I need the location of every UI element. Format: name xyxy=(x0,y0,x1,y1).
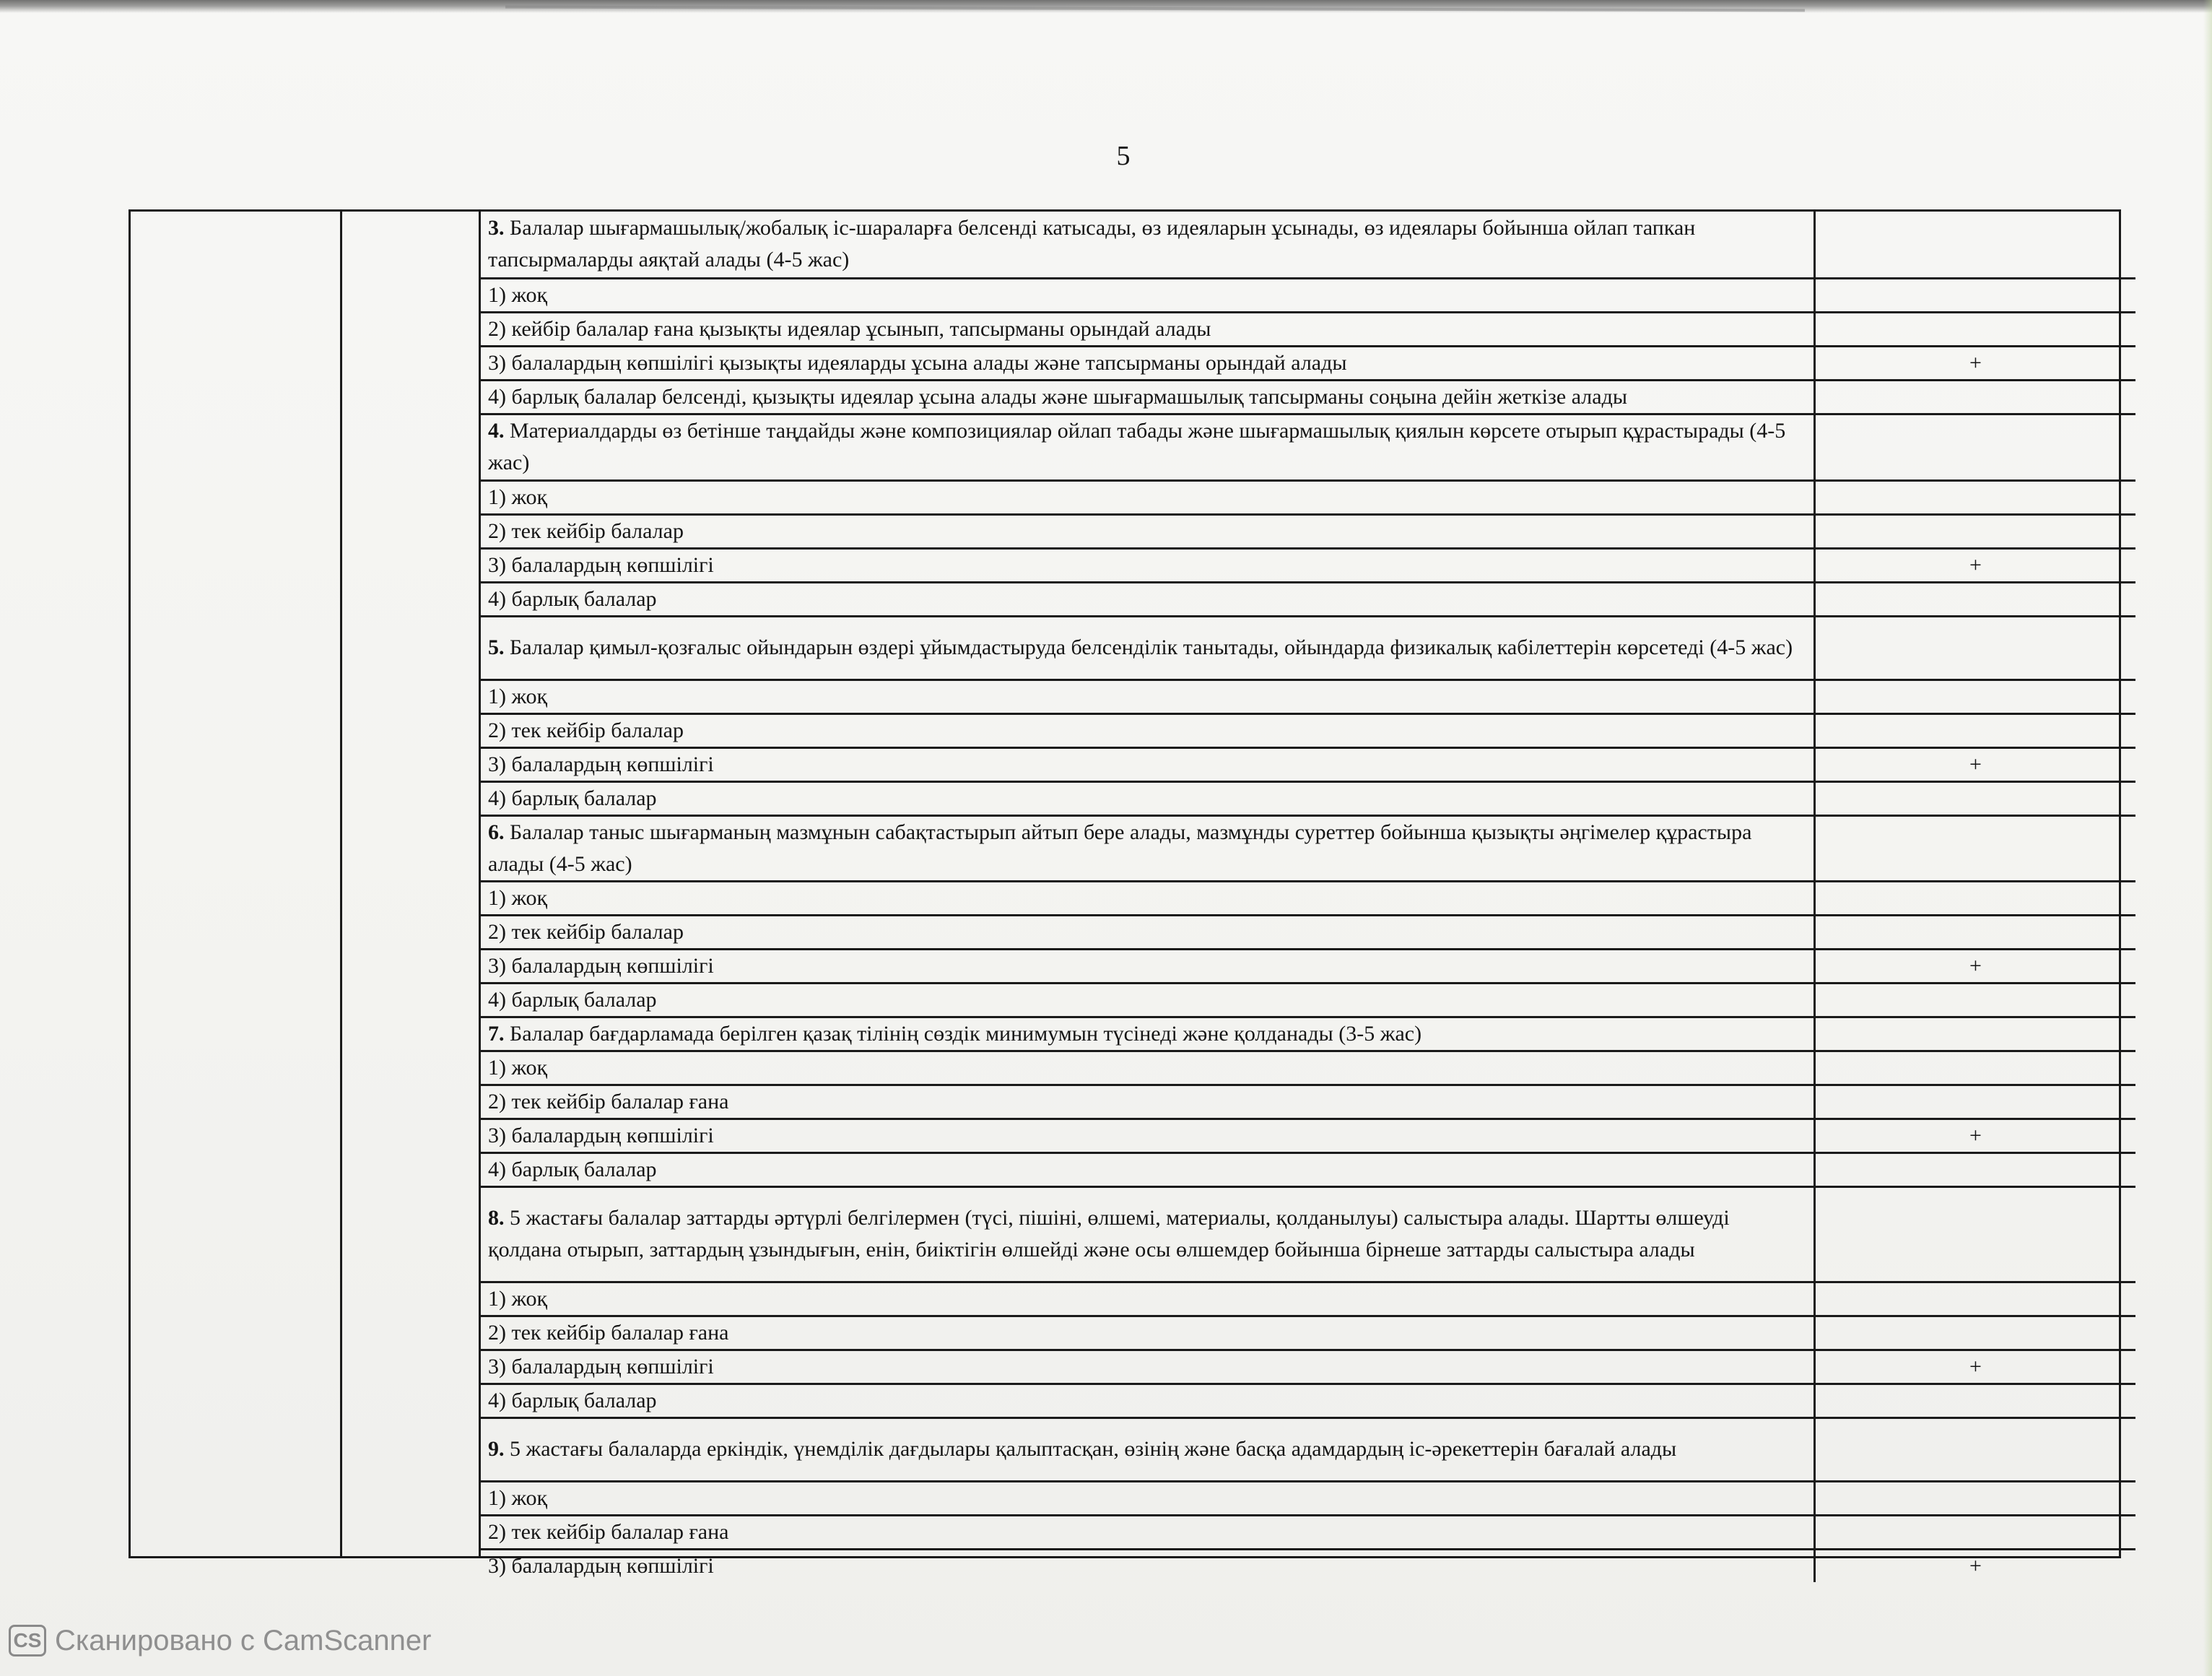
mark-cell xyxy=(1815,1384,2136,1417)
option-text: 4) барлық балалар xyxy=(488,987,657,1012)
option-text-cell xyxy=(481,1515,1815,1549)
question-number: 3. xyxy=(488,216,505,240)
option-text: 4) барлық балалар xyxy=(488,1157,657,1181)
option-text-cell xyxy=(481,1350,1815,1384)
mark-cell xyxy=(1815,212,2136,278)
mark-cell xyxy=(1815,1085,2136,1119)
option-text-cell xyxy=(481,1481,1815,1515)
criteria-table xyxy=(481,212,2135,1582)
option-text: 2) тек кейбір балалар ғана xyxy=(488,1320,729,1345)
question-row xyxy=(481,1417,2135,1481)
option-row xyxy=(481,1515,2135,1549)
option-text: 4) барлық балалар xyxy=(488,1388,657,1412)
question-text-cell xyxy=(481,414,1815,480)
option-text-cell xyxy=(481,480,1815,514)
criteria-column xyxy=(479,212,2119,1578)
option-text: 4) барлық балалар xyxy=(488,586,657,611)
option-text-cell xyxy=(481,346,1815,380)
mark-cell xyxy=(1815,1017,2136,1051)
question-text-cell xyxy=(481,1017,1815,1051)
option-text-cell xyxy=(481,747,1815,781)
option-row xyxy=(481,679,2135,713)
option-text: 3) балалардың көпшілігі xyxy=(488,953,714,978)
option-text: 2) кейбір балалар ғана қызықты идеялар ұсынып, тапсырманы орындай алады xyxy=(488,316,1211,341)
mark-cell: + xyxy=(1815,1119,2136,1152)
mark-cell xyxy=(1815,713,2136,747)
question-number: 5. xyxy=(488,635,505,659)
option-text-cell xyxy=(481,781,1815,815)
option-text-cell xyxy=(481,1119,1815,1152)
question-text: Балалар шығармашылық/жобалық іс-шараларға белсенді катысады, өз идеяларын ұсынады, өз идеялары бойынша ойлап тапкан тапсырмаларды аяқтай алады (4-5 жас) xyxy=(488,216,1696,272)
option-row xyxy=(481,1316,2135,1350)
option-row xyxy=(481,582,2135,616)
question-text: 5 жастағы балаларда еркіндік, үнемділік дағдылары қалыптасқан, өзінің және басқа адамдардың іс-әрекеттерін бағалай алады xyxy=(504,1437,1677,1461)
option-text-cell xyxy=(481,514,1815,548)
option-row xyxy=(481,1384,2135,1417)
option-row xyxy=(481,1282,2135,1316)
mark-cell xyxy=(1815,480,2136,514)
scan-right-edge xyxy=(2203,0,2212,1676)
option-text: 3) балалардың көпшілігі xyxy=(488,1553,714,1578)
option-text-cell xyxy=(481,1051,1815,1085)
option-text: 1) жоқ xyxy=(488,282,548,307)
mark-cell: + xyxy=(1815,1350,2136,1384)
camscanner-watermark: Сканировано с CamScanner xyxy=(55,1625,432,1657)
option-row xyxy=(481,915,2135,949)
question-row xyxy=(481,212,2135,278)
question-number: 6. xyxy=(488,820,505,844)
mark-cell xyxy=(1815,1282,2136,1316)
mark-cell xyxy=(1815,1316,2136,1350)
option-text: 3) балалардың көпшілігі xyxy=(488,752,714,776)
mark-cell: + xyxy=(1815,747,2136,781)
table-column-divider xyxy=(340,212,342,1556)
option-text-cell xyxy=(481,713,1815,747)
option-text: 1) жоқ xyxy=(488,1286,548,1311)
option-row xyxy=(481,949,2135,983)
option-text-cell xyxy=(481,915,1815,949)
option-text: 1) жоқ xyxy=(488,1485,548,1510)
question-text-cell xyxy=(481,1186,1815,1282)
question-text: Балалар бағдарламада берілген қазақ тілінің сөздік минимумын түсінеді және қолданады (3-5 жас) xyxy=(504,1021,1422,1046)
camscanner-logo-icon: CS xyxy=(9,1625,46,1657)
question-number: 9. xyxy=(488,1437,505,1461)
option-row xyxy=(481,1051,2135,1085)
mark-cell xyxy=(1815,1186,2136,1282)
mark-cell xyxy=(1815,616,2136,679)
mark-cell xyxy=(1815,679,2136,713)
option-text-cell xyxy=(481,582,1815,616)
mark-cell: + xyxy=(1815,346,2136,380)
option-row xyxy=(481,312,2135,346)
option-row xyxy=(481,1119,2135,1152)
question-row xyxy=(481,616,2135,679)
option-text-cell xyxy=(481,679,1815,713)
option-row xyxy=(481,1549,2135,1582)
option-row xyxy=(481,514,2135,548)
option-row xyxy=(481,781,2135,815)
option-text: 2) тек кейбір балалар xyxy=(488,518,684,543)
option-text: 4) барлық балалар белсенді, қызықты идеялар ұсына алады және шығармашылық тапсырманы соңына дейін жеткізе алады xyxy=(488,384,1627,409)
mark-cell xyxy=(1815,380,2136,414)
option-text: 3) балалардың көпшілігі қызықты идеяларды ұсына алады және тапсырманы орындай алады xyxy=(488,350,1347,375)
option-row xyxy=(481,713,2135,747)
option-text-cell xyxy=(481,1085,1815,1119)
mark-cell xyxy=(1815,1481,2136,1515)
option-row xyxy=(481,346,2135,380)
option-text: 4) барлық балалар xyxy=(488,786,657,810)
option-row xyxy=(481,480,2135,514)
mark-cell xyxy=(1815,312,2136,346)
question-text: Балалар қимыл-қозғалыс ойындарын өздері ұйымдастыруда белсенділік танытады, ойындарда физикалық кабілеттерін көрсетеді (4-5 жас) xyxy=(504,635,1793,659)
question-row xyxy=(481,414,2135,480)
option-text-cell xyxy=(481,278,1815,312)
mark-cell xyxy=(1815,1515,2136,1549)
option-text-cell xyxy=(481,1282,1815,1316)
question-text-cell xyxy=(481,616,1815,679)
option-text-cell xyxy=(481,983,1815,1017)
mark-cell xyxy=(1815,881,2136,915)
option-text-cell xyxy=(481,1384,1815,1417)
option-text: 1) жоқ xyxy=(488,1055,548,1080)
option-text-cell xyxy=(481,881,1815,915)
option-row xyxy=(481,881,2135,915)
option-text: 1) жоқ xyxy=(488,684,548,708)
mark-cell xyxy=(1815,414,2136,480)
option-row xyxy=(481,278,2135,312)
option-text-cell xyxy=(481,1549,1815,1582)
question-number: 4. xyxy=(488,419,505,443)
option-text-cell xyxy=(481,548,1815,582)
option-row xyxy=(481,1350,2135,1384)
mark-cell xyxy=(1815,781,2136,815)
option-text-cell xyxy=(481,1316,1815,1350)
mark-cell: + xyxy=(1815,1549,2136,1582)
option-text-cell xyxy=(481,380,1815,414)
option-row xyxy=(481,1085,2135,1119)
option-text: 3) балалардың көпшілігі xyxy=(488,1354,714,1378)
option-text-cell xyxy=(481,1152,1815,1186)
mark-cell xyxy=(1815,915,2136,949)
option-text: 3) балалардың көпшілігі xyxy=(488,1123,714,1147)
option-text: 2) тек кейбір балалар ғана xyxy=(488,1519,729,1544)
question-text-cell xyxy=(481,1417,1815,1481)
mark-cell xyxy=(1815,815,2136,881)
option-text-cell xyxy=(481,312,1815,346)
option-text: 1) жоқ xyxy=(488,485,548,509)
mark-cell: + xyxy=(1815,548,2136,582)
option-text: 2) тек кейбір балалар xyxy=(488,718,684,742)
question-number: 7. xyxy=(488,1021,505,1046)
option-row xyxy=(481,747,2135,781)
mark-cell xyxy=(1815,1152,2136,1186)
assessment-table xyxy=(129,209,2121,1578)
page-number: 5 xyxy=(1116,141,1131,171)
question-row xyxy=(481,1017,2135,1051)
option-row xyxy=(481,983,2135,1017)
mark-cell xyxy=(1815,983,2136,1017)
question-text: 5 жастағы балалар заттарды әртүрлі белгілермен (түсі, пішіні, өлшемі, материалы, қолданылуы) салыстыра алады. Шартты өлшеуді қолдана отырып, заттардың ұзындығын, енін, биіктігін өлшейді және осы өлшемдер бойынша бірнеше заттарды салыстыра алады xyxy=(488,1206,1730,1262)
question-row xyxy=(481,815,2135,881)
mark-cell: + xyxy=(1815,949,2136,983)
mark-cell xyxy=(1815,278,2136,312)
option-text: 2) тек кейбір балалар ғана xyxy=(488,1089,729,1113)
option-row xyxy=(481,380,2135,414)
question-text: Материалдарды өз бетінше таңдайды және композициялар ойлап табады және шығармашылық қиялын көрсете отырып құрастырады (4-5 жас) xyxy=(488,419,1786,474)
option-text: 3) балалардың көпшілігі xyxy=(488,552,714,577)
option-text-cell xyxy=(481,949,1815,983)
mark-cell xyxy=(1815,1051,2136,1085)
question-text-cell xyxy=(481,212,1815,278)
question-text: Балалар таныс шығарманың мазмұнын сабақтастырып айтып бере алады, мазмұнды суреттер бойынша қызықты әңгімелер құрастыра алады (4-5 жас) xyxy=(488,820,1752,876)
option-row xyxy=(481,1152,2135,1186)
question-number: 8. xyxy=(488,1206,505,1230)
option-text: 1) жоқ xyxy=(488,885,548,910)
option-text: 2) тек кейбір балалар xyxy=(488,919,684,944)
mark-cell xyxy=(1815,582,2136,616)
option-row xyxy=(481,1481,2135,1515)
mark-cell xyxy=(1815,1417,2136,1481)
option-row xyxy=(481,548,2135,582)
mark-cell xyxy=(1815,514,2136,548)
question-row xyxy=(481,1186,2135,1282)
question-text-cell xyxy=(481,815,1815,881)
